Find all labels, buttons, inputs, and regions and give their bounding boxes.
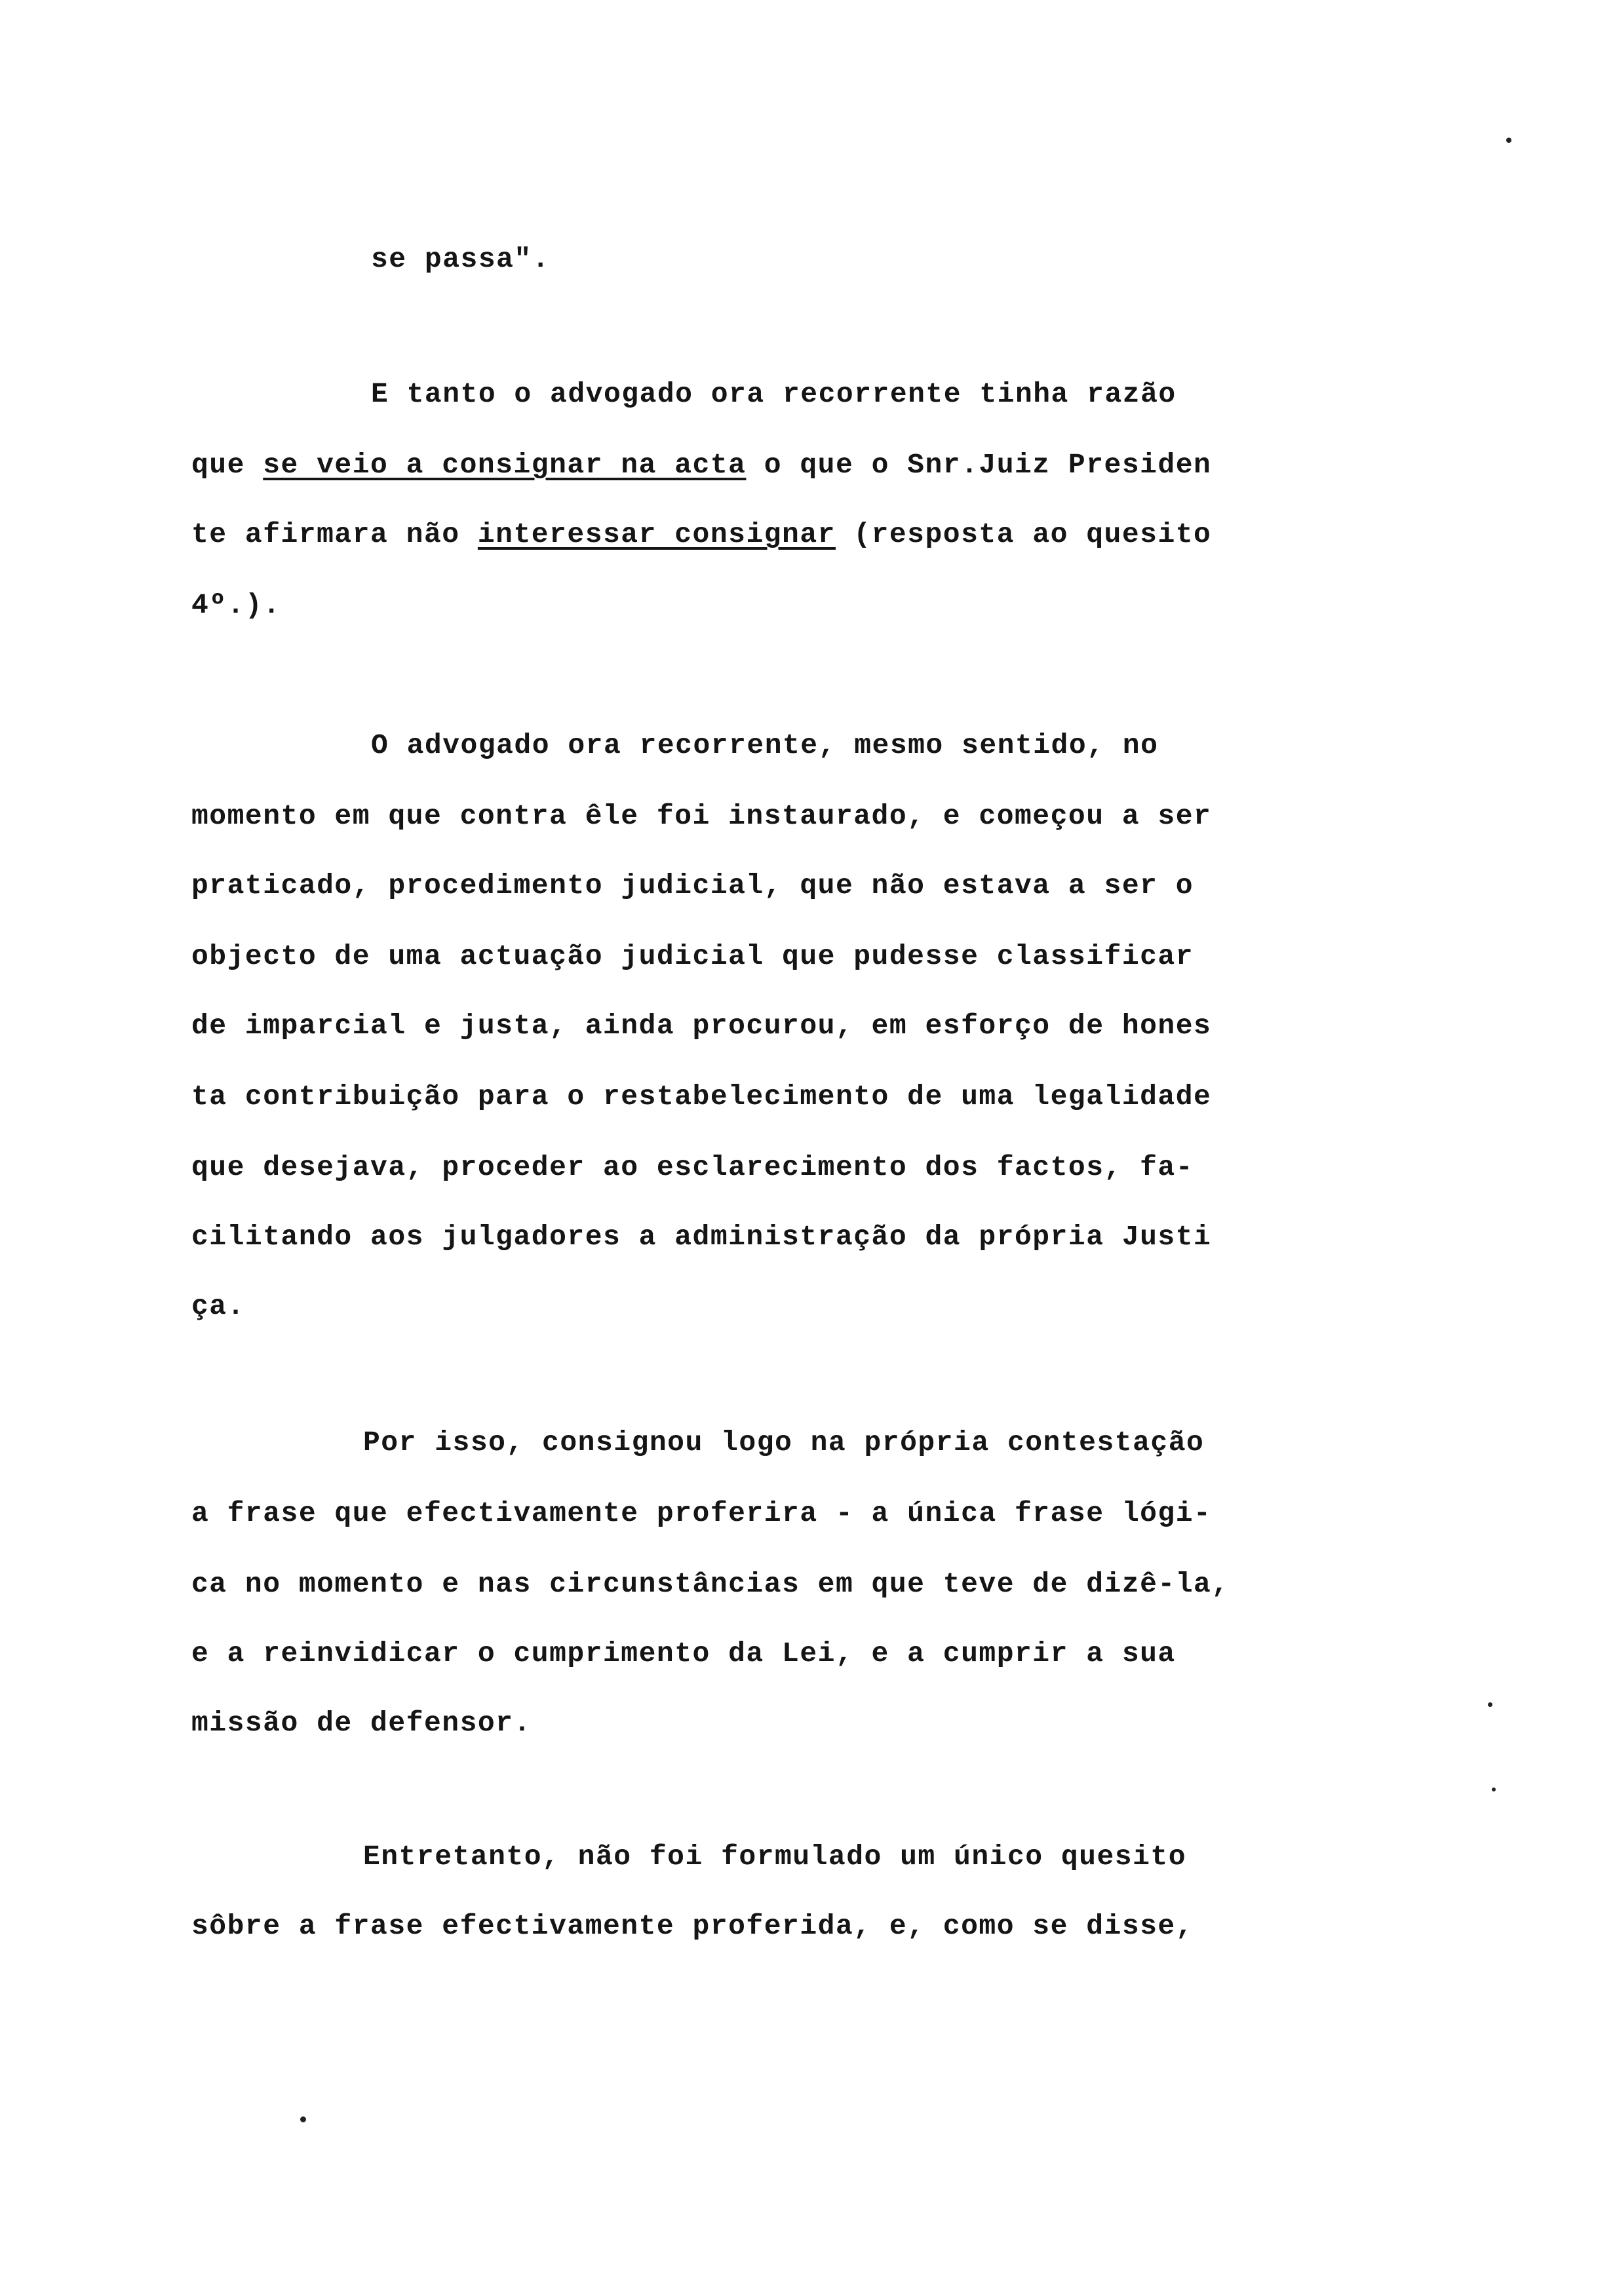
text-segment: (resposta ao quesito bbox=[835, 518, 1212, 550]
text-line bbox=[191, 1148, 1194, 1187]
text-segment: Por isso, consignou logo na própria contestação bbox=[363, 1426, 1205, 1459]
underlined-text: interessar consignar bbox=[477, 518, 836, 550]
text-line bbox=[371, 240, 550, 279]
text-line bbox=[371, 726, 1158, 765]
scan-speck bbox=[1488, 1702, 1492, 1707]
scan-speck bbox=[1506, 138, 1511, 143]
text-segment: objecto de uma actuação judicial que pudesse classificar bbox=[191, 940, 1194, 972]
text-segment: que desejava, proceder ao esclarecimento dos factos, fa- bbox=[191, 1151, 1194, 1183]
text-segment: ça. bbox=[191, 1290, 245, 1322]
scan-speck bbox=[1492, 1788, 1496, 1791]
text-line bbox=[191, 515, 1211, 554]
text-line bbox=[191, 1565, 1230, 1604]
text-line bbox=[191, 1634, 1176, 1674]
text-line bbox=[191, 1494, 1211, 1533]
text-line bbox=[191, 1907, 1194, 1946]
text-line bbox=[191, 586, 281, 625]
text-segment: praticado, procedimento judicial, que não estava a ser o bbox=[191, 870, 1194, 902]
text-segment: E tanto o advogado ora recorrente tinha razão bbox=[371, 378, 1177, 410]
text-segment: ca no momento e nas circunstâncias em que teve de dizê-la, bbox=[191, 1568, 1230, 1600]
text-line bbox=[363, 1837, 1186, 1877]
text-segment: sôbre a frase efectivamente proferida, e, como se disse, bbox=[191, 1910, 1194, 1942]
text-line bbox=[363, 1423, 1204, 1463]
text-line bbox=[191, 1217, 1211, 1257]
text-segment: O advogado ora recorrente, mesmo sentido, no bbox=[371, 729, 1159, 761]
text-segment: te afirmara não bbox=[191, 518, 478, 550]
text-segment: ta contribuição para o restabelecimento de uma legalidade bbox=[191, 1081, 1212, 1113]
text-line bbox=[191, 866, 1194, 906]
text-line bbox=[191, 1006, 1211, 1046]
underlined-text: se veio a consignar na acta bbox=[263, 449, 747, 481]
text-segment: momento em que contra êle foi instaurado, e começou a ser bbox=[191, 800, 1212, 832]
text-segment: Entretanto, não foi formulado um único quesito bbox=[363, 1841, 1186, 1873]
text-line bbox=[191, 937, 1194, 976]
text-line bbox=[191, 1287, 245, 1326]
text-line bbox=[191, 1704, 532, 1743]
text-segment: a frase que efectivamente proferira - a única frase lógi- bbox=[191, 1497, 1212, 1529]
text-line bbox=[371, 375, 1177, 414]
text-segment: o que o Snr.Juiz Presiden bbox=[746, 449, 1212, 481]
text-segment: 4º.). bbox=[191, 589, 281, 621]
scan-speck bbox=[300, 2116, 306, 2122]
text-line bbox=[191, 1077, 1211, 1117]
text-segment: que bbox=[191, 449, 263, 481]
text-segment: e a reinvidicar o cumprimento da Lei, e a cumprir a sua bbox=[191, 1637, 1176, 1670]
text-line bbox=[191, 797, 1211, 836]
text-segment: se passa". bbox=[371, 243, 551, 275]
text-line bbox=[191, 446, 1211, 485]
text-segment: missão de defensor. bbox=[191, 1707, 532, 1739]
text-segment: de imparcial e justa, ainda procurou, em esforço de hones bbox=[191, 1010, 1212, 1042]
text-segment: cilitando aos julgadores a administração da própria Justi bbox=[191, 1221, 1212, 1253]
